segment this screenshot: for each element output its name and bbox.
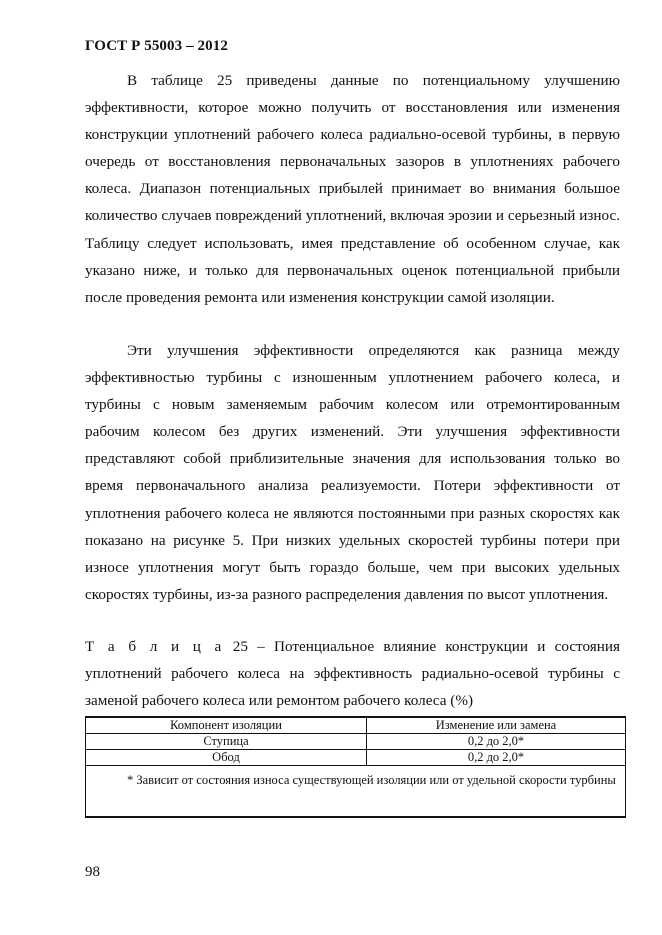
table-caption xyxy=(85,633,620,714)
paragraph-2: Эти улучшения эффективности определяются как разница между эффективностью турбины с изношенным уплотнением рабочего колеса, и турбины с новым заменяемым рабочим колесом или отремонтированным рабочим колесом без других изменений. Эти улучшения эффективности представляют собой приблизительные значения для использования только во время первоначального анализа реализуемости. Потери эффективности от уплотнения рабочего колеса не являются постоянными при разных скоростях как показано на рисунке 5. При низких удельных скоростей турбины потери при износе уплотнения могут быть гораздо больше, чем при высоких удельных скоростях турбины, из-за разного распределения давления по высот уплотнения. xyxy=(85,342,620,603)
column-header-change: Изменение или замена xyxy=(367,717,626,734)
efficiency-table xyxy=(85,716,626,818)
table-row xyxy=(86,734,626,750)
table-cell-value: 0,2 до 2,0* xyxy=(367,750,626,766)
table-cell-component: Обод xyxy=(86,750,367,766)
table-row xyxy=(86,750,626,766)
table-caption-label: Т а б л и ц а xyxy=(85,638,224,655)
table-footnote-text: * Зависит от состояния износа существующей изоляции или от удельной скорости турбины xyxy=(127,773,616,787)
page-number: 98 xyxy=(85,864,100,880)
table-cell-value: 0,2 до 2,0* xyxy=(367,734,626,750)
table-header-row xyxy=(86,717,626,734)
table-footnote xyxy=(86,766,626,818)
table-cell-component: Ступица xyxy=(86,734,367,750)
table-footnote-row xyxy=(86,766,626,818)
paragraph-1: В таблице 25 приведены данные по потенциальному улучшению эффективности, которое можно получить от восстановления или изменения конструкции уплотнений рабочего колеса радиально-осевой турбины, в первую очередь от восстановления первоначальных зазоров в уплотнениях рабочего колеса. Диапазон потенциальных прибылей принимает во внимания большое количество случаев повреждений уплотнений, включая эрозии и серьезный износ. Таблицу следует использовать, имея представление об особенном случае, как указано ниже, и только для первоначальных оценок потенциальной прибыли после проведения ремонта или изменения конструкции самой изоляции. xyxy=(85,72,620,306)
document-header: ГОСТ Р 55003 – 2012 xyxy=(85,38,228,54)
table-caption-text: 25 – Потенциальное влияние конструкции и состояния уплотнений рабочего колеса на эффективность радиально-осевой турбины с заменой рабочего колеса или ремонтом рабочего колеса (%) xyxy=(85,638,621,710)
column-header-component: Компонент изоляции xyxy=(86,717,367,734)
